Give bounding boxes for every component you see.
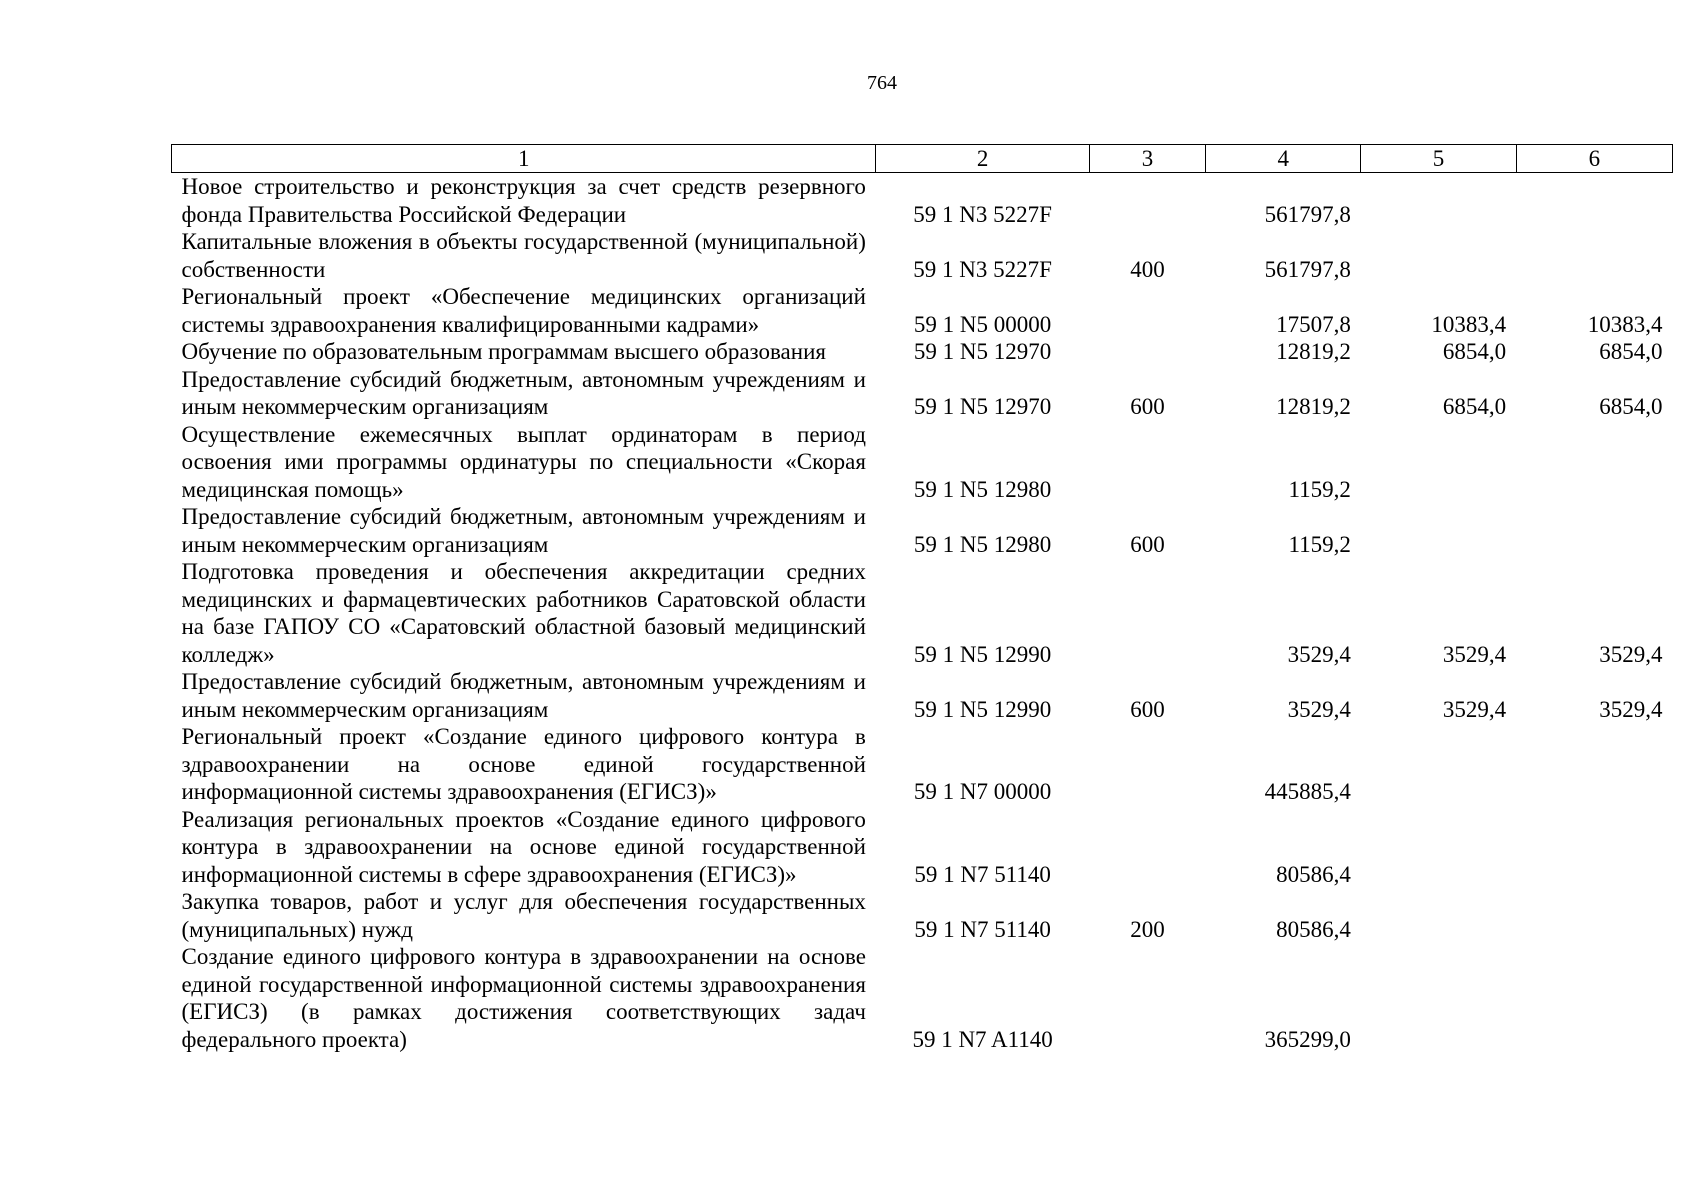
row-code: 59 1 N5 12970 <box>913 394 1052 419</box>
column-header-5: 5 <box>1361 145 1516 173</box>
row-value-col5 <box>1361 228 1516 283</box>
column-header-3: 3 <box>1089 145 1205 173</box>
row-code: 59 1 N5 00000 <box>913 311 1052 337</box>
row-value-col4: 561797,8 <box>1264 256 1351 282</box>
row-value-col5: 3529,4 <box>1442 641 1507 667</box>
header-row <box>172 145 1673 173</box>
table-row <box>172 283 1673 338</box>
row-value-col4: 445885,4 <box>1264 779 1351 804</box>
budget-table <box>171 144 1673 1053</box>
row-expense-type <box>1089 558 1205 668</box>
row-value-col4: 12819,2 <box>1276 394 1351 419</box>
table-row <box>172 806 1673 889</box>
row-value-col4: 80586,4 <box>1276 861 1351 887</box>
row-value-col6 <box>1516 503 1672 558</box>
row-code: 59 1 N5 12990 <box>913 641 1052 667</box>
row-code: 59 1 N5 12970 <box>913 339 1052 364</box>
table-row <box>172 723 1673 806</box>
row-value-col6 <box>1516 723 1672 806</box>
page-number: 764 <box>867 72 897 94</box>
row-expense-type <box>1089 338 1205 366</box>
row-expense-type: 200 <box>1130 916 1165 942</box>
row-name: Новое строительство и реконструкция за счет средств резервного фонда Правительства Российской Федерации <box>181 174 866 227</box>
row-value-col6 <box>1516 421 1672 504</box>
row-value-col6: 6854,0 <box>1599 339 1663 364</box>
row-name: Капитальные вложения в объекты государственной (муниципальной) собственности <box>181 229 866 282</box>
table-row <box>172 421 1673 504</box>
row-name: Закупка товаров, работ и услуг для обеспечения государственных (муниципальных) нужд <box>181 889 866 942</box>
row-value-col4: 17507,8 <box>1276 311 1351 337</box>
table-row <box>172 173 1673 229</box>
row-code: 59 1 N7 00000 <box>913 779 1052 804</box>
row-value-col4: 1159,2 <box>1288 531 1351 557</box>
row-expense-type <box>1089 173 1205 229</box>
table-row <box>172 366 1673 421</box>
row-code: 59 1 N3 5227F <box>913 256 1052 282</box>
row-code: 59 1 N3 5227F <box>913 201 1052 227</box>
row-name: Подготовка проведения и обеспечения аккредитации средних медицинских и фармацевтических работников Саратовской области на базе ГАПОУ СО «Саратовский областной базовый медицинский колледж» <box>181 559 866 667</box>
row-expense-type: 600 <box>1130 696 1165 722</box>
row-value-col5: 3529,4 <box>1442 696 1507 722</box>
row-name: Создание единого цифрового контура в здравоохранении на основе единой государственной информационной системы здравоохранения (ЕГИСЗ) (в рамках достижения соответствующих задач федерального проекта) <box>181 944 866 1052</box>
row-value-col4: 365299,0 <box>1264 1026 1351 1052</box>
row-value-col6 <box>1516 806 1672 889</box>
row-name: Региональный проект «Создание единого цифрового контура в здравоохранении на основе единой государственной информационной системы здравоохранения (ЕГИСЗ)» <box>181 724 866 804</box>
table-header <box>172 145 1673 173</box>
column-header-1: 1 <box>172 145 876 173</box>
row-value-col6: 10383,4 <box>1587 311 1663 337</box>
row-name: Предоставление субсидий бюджетным, автономным учреждениям и иным некоммерческим организациям <box>181 504 866 557</box>
row-value-col4: 3529,4 <box>1287 641 1351 667</box>
row-code: 59 1 N7 A1140 <box>912 1026 1053 1052</box>
row-value-col6 <box>1516 888 1672 943</box>
row-value-col6: 3529,4 <box>1599 641 1663 667</box>
table-row <box>172 668 1673 723</box>
column-header-2: 2 <box>876 145 1089 173</box>
row-value-col4: 1159,2 <box>1288 476 1351 502</box>
table-row <box>172 503 1673 558</box>
row-value-col5 <box>1361 943 1516 1053</box>
row-expense-type <box>1089 806 1205 889</box>
row-value-col6 <box>1516 228 1672 283</box>
row-code: 59 1 N7 51140 <box>914 861 1051 887</box>
column-header-6: 6 <box>1516 145 1672 173</box>
row-value-col5 <box>1361 421 1516 504</box>
row-value-col5: 6854,0 <box>1442 394 1507 419</box>
row-name: Обучение по образовательным программам высшего образования <box>181 339 826 364</box>
row-value-col5 <box>1361 723 1516 806</box>
row-code: 59 1 N5 12990 <box>913 696 1052 722</box>
row-name: Региональный проект «Обеспечение медицинских организаций системы здравоохранения квалифицированными кадрами» <box>181 284 866 337</box>
row-value-col6 <box>1516 173 1672 229</box>
table-body <box>172 173 1673 1054</box>
row-value-col4: 12819,2 <box>1276 339 1351 364</box>
row-expense-type <box>1089 283 1205 338</box>
row-value-col6: 6854,0 <box>1599 394 1663 419</box>
row-expense-type: 600 <box>1130 394 1165 419</box>
row-value-col6 <box>1516 943 1672 1053</box>
column-header-4: 4 <box>1206 145 1361 173</box>
row-expense-type: 600 <box>1130 531 1165 557</box>
row-value-col5 <box>1361 806 1516 889</box>
row-code: 59 1 N5 12980 <box>913 476 1052 502</box>
row-code: 59 1 N5 12980 <box>913 531 1052 557</box>
row-name: Осуществление ежемесячных выплат ординаторам в период освоения ими программы ординатуры по специальности «Скорая медицинская помощь» <box>181 421 866 502</box>
row-value-col5 <box>1361 888 1516 943</box>
row-code: 59 1 N7 51140 <box>914 916 1051 942</box>
row-value-col6: 3529,4 <box>1599 696 1663 722</box>
table-row <box>172 943 1673 1053</box>
row-value-col5: 6854,0 <box>1442 339 1507 364</box>
row-name: Предоставление субсидий бюджетным, автономным учреждениям и иным некоммерческим организациям <box>181 366 866 419</box>
row-value-col4: 561797,8 <box>1264 201 1351 227</box>
row-name: Реализация региональных проектов «Создание единого цифрового контура в здравоохранении на основе единой государственной информационной системы в сфере здравоохранения (ЕГИСЗ)» <box>181 806 866 887</box>
row-expense-type <box>1089 421 1205 504</box>
row-name: Предоставление субсидий бюджетным, автономным учреждениям и иным некоммерческим организациям <box>181 669 866 722</box>
row-value-col5 <box>1361 503 1516 558</box>
row-value-col5: 10383,4 <box>1431 311 1507 337</box>
row-value-col5 <box>1361 173 1516 229</box>
table-row <box>172 338 1673 366</box>
row-value-col4: 80586,4 <box>1276 916 1351 942</box>
row-expense-type: 400 <box>1130 256 1165 282</box>
table-row <box>172 888 1673 943</box>
table-row <box>172 558 1673 668</box>
row-value-col4: 3529,4 <box>1287 696 1351 722</box>
row-expense-type <box>1089 943 1205 1053</box>
row-expense-type <box>1089 723 1205 806</box>
table-row <box>172 228 1673 283</box>
